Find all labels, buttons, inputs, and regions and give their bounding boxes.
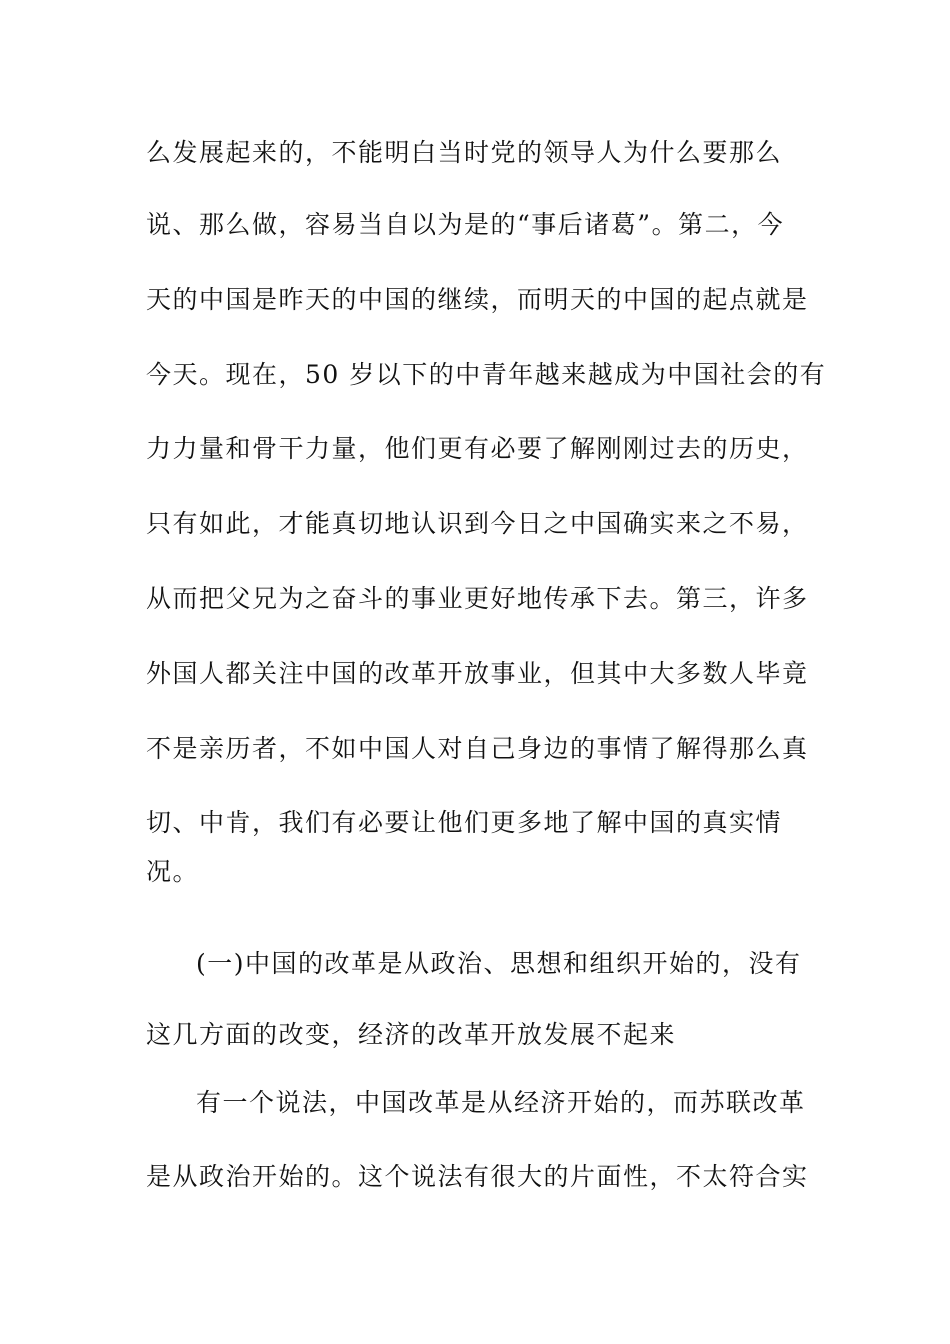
body-line: 是从政治开始的。这个说法有很大的片面性，不太符合实 (146, 1162, 809, 1191)
body-line: 切、中肯，我们有必要让他们更多地了解中国的真实情 (146, 808, 783, 837)
section-heading-line: (一)中国的改革是从政治、思想和组织开始的，没有 (196, 949, 802, 978)
body-line: 外国人都关注中国的改革开放事业，但其中大多数人毕竟 (146, 659, 809, 688)
body-line: 不是亲历者，不如中国人对自己身边的事情了解得那么真 (146, 734, 809, 763)
body-line: 力力量和骨干力量，他们更有必要了解刚刚过去的历史， (146, 434, 809, 463)
body-line: 只有如此，才能真切地认识到今日之中国确实来之不易， (146, 509, 809, 538)
section-heading-line: 这几方面的改变，经济的改革开放发展不起来 (146, 1020, 677, 1049)
body-line: 么发展起来的，不能明白当时党的领导人为什么要那么 (146, 138, 783, 167)
body-line: 况。 (146, 857, 200, 886)
body-line: 说、那么做，容易当自以为是的“事后诸葛”。第二，今 (146, 210, 785, 239)
body-line: 有一个说法，中国改革是从经济开始的，而苏联改革 (196, 1088, 806, 1117)
body-line: 从而把父兄为之奋斗的事业更好地传承下去。第三，许多 (146, 584, 809, 613)
body-line: 今天。现在，50 岁以下的中青年越来越成为中国社会的有 (146, 360, 827, 389)
body-line: 天的中国是昨天的中国的继续，而明天的中国的起点就是 (146, 285, 809, 314)
